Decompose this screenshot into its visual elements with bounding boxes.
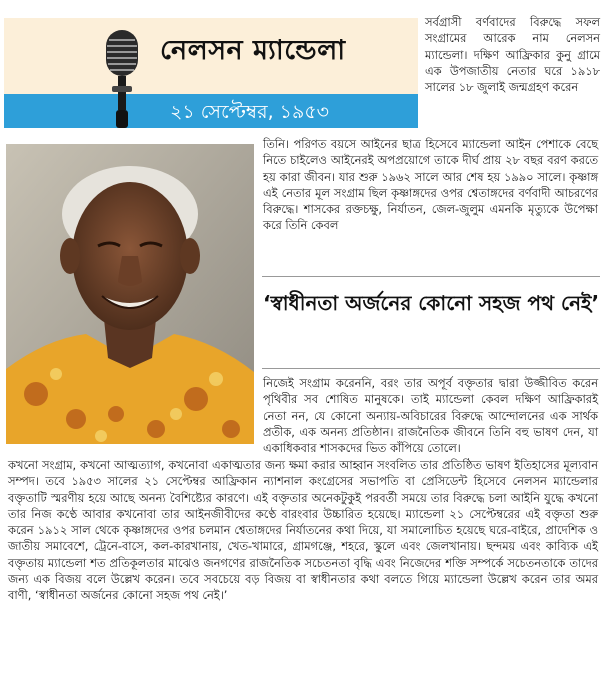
quote-divider-top [262, 276, 600, 277]
intro-paragraph: সর্বগ্রাসী বর্ণবাদের বিরুদ্ধে সফল সংগ্রামের আরেক নাম নেলসন ম্যান্ডেলা। দক্ষিণ আফ্রিকার কুনু গ্রামে এক উপজাতীয় নেতার ঘরে ১৯১৮ সালের ১৮ জুলাই জন্মগ্রহণ করেন [425, 15, 600, 95]
body-paragraph-3: নিজেই সংগ্রাম করেননি, বরং তার অপূর্ব বক্তৃতার দ্বারা উজ্জীবিত করেন পৃথিবীর সব শোষিত মানুষকে। তাই ম্যান্ডেলা কেবল দক্ষিণ আফ্রিকারই নেতা নন, যে কোনো অন্যায়-অবিচারের বিরুদ্ধে আন্দোলনের এক সার্থক প্রতীক, এক অনন্য প্রতিষ্ঠান। রাজনৈতিক জীবনে তিনি বহু ভাষণ দেন, যা একাধিকবার শাসকদের ভিত কাঁপিয়ে তোলে। [263, 376, 598, 456]
body-paragraph-2: তিনি। পরিণত বয়সে আইনের ছাত্র হিসেবে ম্যান্ডেলা আইন পেশাকে বেছে নিতে চাইলেও আইনেরই অপপ্রয়োগে তাকে দীর্ঘ প্রায় ২৮ বছর বরণ করতে হয় কারা জীবন। যার শুরু ১৯৬২ সালে আর শেষ হয় ১৯৯০ সালে। কৃষ্ণাঙ্গ এই নেতার মূল সংগ্রাম ছিল কৃষ্ণাঙ্গদের ওপর শ্বেতাঙ্গদের বর্ণবাদী আচরণের বিরুদ্ধে। শাসকের রক্তচক্ষু, নির্যাতন, জেল-জুলুম এমনকি মৃত্যুকে উপেক্ষা করে তিনি কেবল [263, 137, 598, 233]
quote-divider-bottom [262, 368, 600, 369]
microphone-icon [92, 26, 152, 130]
body-paragraph-4: কখনো সংগ্রাম, কখনো আত্মত্যাগ, কখনোবা একাত্মতার জন্য ক্ষমা করার আহ্বান সংবলিত তার প্রতিষ্ঠিত ভাষণ ইতিহাসের মূল্যবান সম্পদ। তবে ১৯৫৩ সালের ২১ সেপ্টেম্বর আফ্রিকান ন্যাশনাল কংগ্রেসের সভাপতি বা প্রেসিডেন্ট হিসেবে নেলসন ম্যান্ডেলার বক্তৃতাটি স্মরণীয় হয়ে আছে অনন্য বৈশিষ্ট্যের কারণে। এই বক্তৃতার অনেকটুকুই পরবর্তী সময়ে তার বিরুদ্ধে চলা আইনি যুদ্ধে কখনো তার নিজ কণ্ঠে আবার কখনোবা তার আইনজীবীদের কণ্ঠে বারংবার উচ্চারিত হয়েছে। ম্যান্ডেলা ২১ সেপ্টেম্বরের এই বক্তৃতা শুরু করেন ১৯১২ সাল থেকে কৃষ্ণাঙ্গদের ওপর চলমান শ্বেতাঙ্গদের নির্যাতনের কথা দিয়ে, যা সমালোচিত হয়েছে ঘরে-বাইরে, প্রাদেশিক ও জাতীয় সমাবেশে, ট্রেনে-বাসে, কল-কারখানায়, খেত-খামারে, গ্রামগঞ্জে, শহরে, স্কুলে এবং জেলখানায়। ছন্দময় এবং কাব্যিক এই বক্তৃতায় ম্যান্ডেলা শত প্রতিকূলতার মাঝেও জনগণের রাজনৈতিক সচেতনতা বৃদ্ধি এবং নিজেদের শক্তি সম্পর্কে সচেতনতাকে তাদের জন্য এক বিজয় বলে উল্লেখ করেন। তবে সবচেয়ে বড় বিজয় বা স্বাধীনতার কথা বলতে গিয়ে ম্যান্ডেলা উল্লেখ করেন তার অমর বাণী, ‘স্বাধীনতা অর্জনের কোনো সহজ পথ নেই।’ [8, 458, 598, 603]
portrait-illustration [6, 144, 254, 444]
page-title: নেলসন ম্যান্ডেলা [160, 35, 346, 66]
portrait-photo [6, 144, 254, 444]
date-label: ২১ সেপ্টেম্বর, ১৯৫৩ [170, 101, 329, 123]
pull-quote: ‘স্বাধীনতা অর্জনের কোনো সহজ পথ নেই’ [262, 291, 600, 315]
